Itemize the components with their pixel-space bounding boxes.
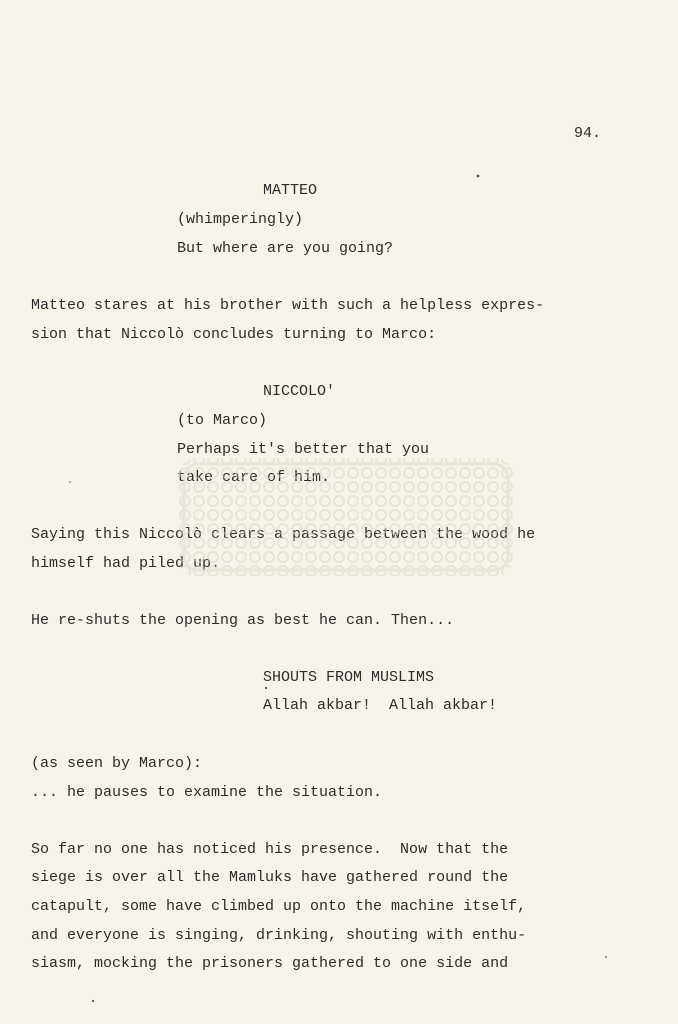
character-name-matteo: MATTEO <box>263 182 318 199</box>
parenthetical: (whimperingly) <box>177 211 304 228</box>
parenthetical: (to Marco) <box>177 412 268 429</box>
character-name-shouts: SHOUTS FROM MUSLIMS <box>263 669 435 686</box>
action-line: sion that Niccolò concludes turning to Marco: <box>31 326 437 343</box>
action-line: and everyone is singing, drinking, shouting with enthu- <box>31 927 527 944</box>
character-name-niccolo: NICCOLO' <box>263 383 336 400</box>
action-line: ... he pauses to examine the situation. <box>31 784 383 801</box>
dialogue-line: But where are you going? <box>177 240 394 257</box>
page-number: 94. <box>574 125 602 142</box>
dialogue-line: take care of him. <box>177 469 331 486</box>
dialogue-line: Allah akbar! Allah akbar! <box>263 697 498 714</box>
action-line: himself had piled up. <box>31 555 221 572</box>
action-line: So far no one has noticed his presence. Now that the <box>31 841 509 858</box>
action-line: Matteo stares at his brother with such a helpless expres- <box>31 297 545 314</box>
action-line: siasm, mocking the prisoners gathered to one side and <box>31 955 509 972</box>
dialogue-line: Perhaps it's better that you <box>177 441 430 458</box>
action-line: He re-shuts the opening as best he can. Then... <box>31 612 455 629</box>
action-line: Saying this Niccolò clears a passage between the wood he <box>31 526 536 543</box>
action-line: (as seen by Marco): <box>31 755 203 772</box>
action-line: catapult, some have climbed up onto the machine itself, <box>31 898 527 915</box>
action-line: siege is over all the Mamluks have gathered round the <box>31 869 509 886</box>
